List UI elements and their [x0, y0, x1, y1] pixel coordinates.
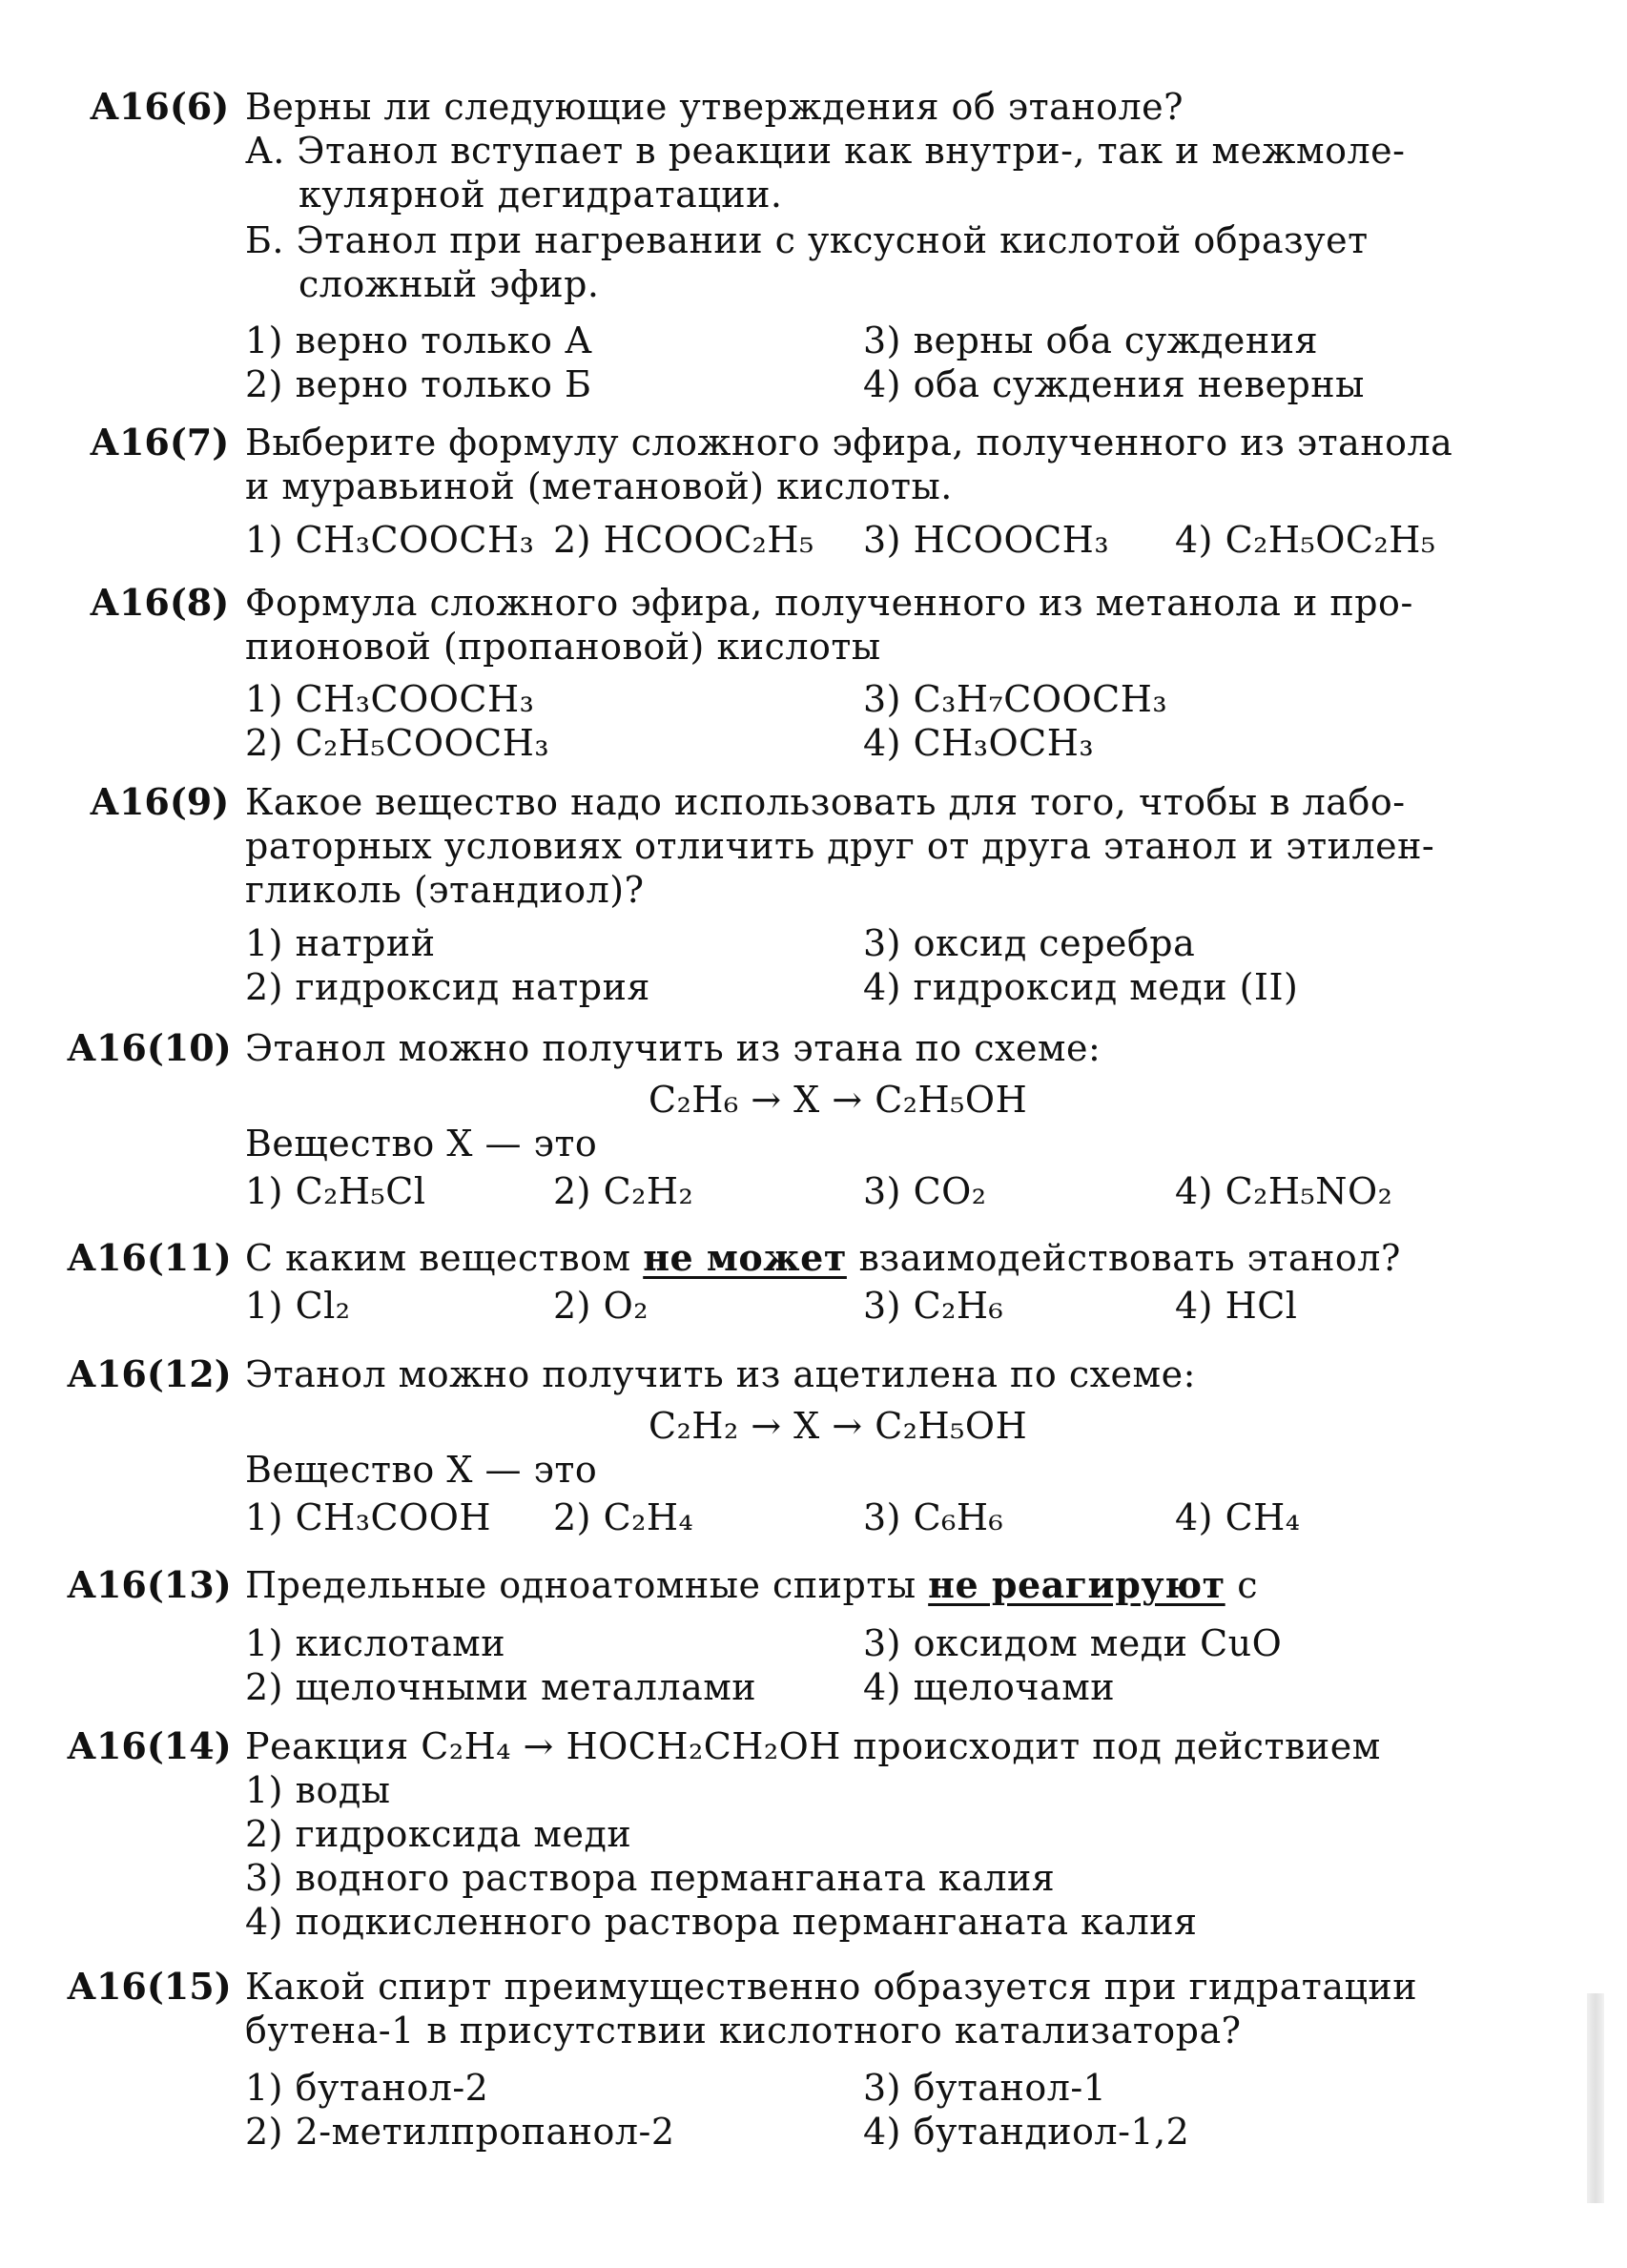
question-text: Реакция C₂H₄ → HOCH₂CH₂OH происходит под действием [245, 1725, 1381, 1767]
question-text-cont: бутена-1 в присутствии кислотного катализатора? [245, 2010, 1242, 2052]
question-text: Этанол можно получить из ацетилена по схеме: [245, 1353, 1196, 1395]
question-number: А16(10) [67, 1026, 232, 1069]
answer-option: 4) C₂H₅OC₂H₅ [1175, 519, 1436, 561]
answer-option: 1) кислотами [245, 1622, 506, 1664]
answer-option: 1) CH₃COOH [245, 1496, 492, 1538]
answer-option: 4) CH₃OCH₃ [863, 722, 1095, 764]
answer-option: 3) оксид серебра [863, 922, 1196, 964]
statement-b: Б. Этанол при нагревании с уксусной кислотой образует [245, 219, 1369, 261]
answer-option: 4) C₂H₅NO₂ [1175, 1170, 1393, 1212]
answer-option: 3) C₃H₇COOCH₃ [863, 678, 1168, 720]
question-number: А16(15) [67, 1965, 232, 2008]
statement-a: А. Этанол вступает в реакции как внутри-, так и межмоле- [245, 130, 1406, 172]
answer-option: 1) C₂H₅Cl [245, 1170, 426, 1212]
answer-option: 2) C₂H₅COOCH₃ [245, 722, 550, 764]
reaction-scheme: C₂H₆ → X → C₂H₅OH [649, 1079, 1028, 1121]
emphasis-not-react: не реагируют [928, 1563, 1225, 1606]
answer-option: 3) водного раствора перманганата калия [245, 1857, 1056, 1899]
answer-option: 2) HCOOC₂H₅ [553, 519, 814, 561]
scan-edge-shadow [1587, 1993, 1604, 2203]
question-number: А16(6) [90, 85, 230, 128]
answer-option: 1) натрий [245, 922, 436, 964]
answer-option: 4) HCl [1175, 1285, 1298, 1327]
answer-option: 3) C₆H₆ [863, 1496, 1004, 1538]
question-text [245, 1236, 1401, 1280]
answer-option: 4) щелочами [863, 1666, 1116, 1708]
question-text: Верны ли следующие утверждения об этаноле? [245, 86, 1184, 128]
question-text: Какой спирт преимущественно образуется при гидратации [245, 1966, 1418, 2008]
answer-option: 1) CH₃COOCH₃ [245, 678, 535, 720]
answer-option: 2) C₂H₂ [553, 1170, 694, 1212]
answer-option: 1) воды [245, 1769, 391, 1811]
answer-option: 1) бутанол-2 [245, 2067, 489, 2109]
question-text-cont: пионовой (пропановой) кислоты [245, 626, 881, 668]
answer-option: 3) CO₂ [863, 1170, 987, 1212]
answer-option: 4) CH₄ [1175, 1496, 1301, 1538]
reaction-scheme: C₂H₂ → X → C₂H₅OH [649, 1405, 1028, 1447]
answer-option: 1) верно только А [245, 320, 593, 361]
question-number: А16(13) [67, 1563, 232, 1606]
question-number: А16(9) [90, 780, 230, 823]
answer-option: 4) гидроксид меди (II) [863, 966, 1299, 1008]
answer-option: 3) C₂H₆ [863, 1285, 1004, 1327]
answer-option: 4) подкисленного раствора перманганата калия [245, 1901, 1198, 1943]
answer-option: 2) 2-метилпропанол-2 [245, 2111, 675, 2153]
answer-option: 1) CH₃COOCH₃ [245, 519, 535, 561]
statement-a-cont: кулярной дегидратации. [299, 174, 783, 216]
question-text-start: Предельные одноатомные спирты [245, 1564, 916, 1606]
answer-option: 4) оба суждения неверны [863, 363, 1365, 405]
answer-option: 2) гидроксид натрия [245, 966, 650, 1008]
statement-b-cont: сложный эфир. [299, 263, 600, 305]
answer-option: 2) C₂H₄ [553, 1496, 694, 1538]
question-text-end: взаимодействовать этанол? [858, 1237, 1401, 1279]
question-text-cont: раторных условиях отличить друг от друга этанол и этилен- [245, 825, 1435, 867]
answer-option: 4) бутандиол-1,2 [863, 2111, 1190, 2153]
answer-option: 3) HCOOCH₃ [863, 519, 1110, 561]
question-text-cont: Вещество X — это [245, 1123, 598, 1165]
question-number: А16(7) [90, 421, 230, 464]
question-number: А16(8) [90, 581, 230, 624]
answer-option: 2) гидроксида меди [245, 1813, 632, 1855]
answer-option: 2) верно только Б [245, 363, 592, 405]
question-text-end: с [1237, 1564, 1259, 1606]
question-number: А16(14) [67, 1724, 232, 1767]
question-text [245, 1563, 1258, 1607]
answer-option: 3) бутанол-1 [863, 2067, 1107, 2109]
question-text-cont: гликоль (этандиол)? [245, 869, 645, 911]
emphasis-not-can: не может [643, 1236, 847, 1279]
question-text-cont: и муравьиной (метановой) кислоты. [245, 465, 953, 507]
question-text: Формула сложного эфира, полученного из метанола и про- [245, 582, 1413, 624]
answer-option: 3) оксидом меди CuO [863, 1622, 1283, 1664]
question-text: Выберите формулу сложного эфира, полученного из этанола [245, 422, 1453, 464]
question-number: А16(12) [67, 1352, 232, 1395]
answer-option: 1) Cl₂ [245, 1285, 351, 1327]
answer-option: 2) щелочными металлами [245, 1666, 757, 1708]
answer-option: 3) верны оба суждения [863, 320, 1319, 361]
question-text: Какое вещество надо использовать для того, чтобы в лабо- [245, 781, 1406, 823]
answer-option: 2) O₂ [553, 1285, 649, 1327]
question-text-start: С каким веществом [245, 1237, 631, 1279]
question-number: А16(11) [67, 1236, 232, 1279]
question-text: Этанол можно получить из этана по схеме: [245, 1027, 1102, 1069]
question-text-cont: Вещество X — это [245, 1449, 598, 1491]
